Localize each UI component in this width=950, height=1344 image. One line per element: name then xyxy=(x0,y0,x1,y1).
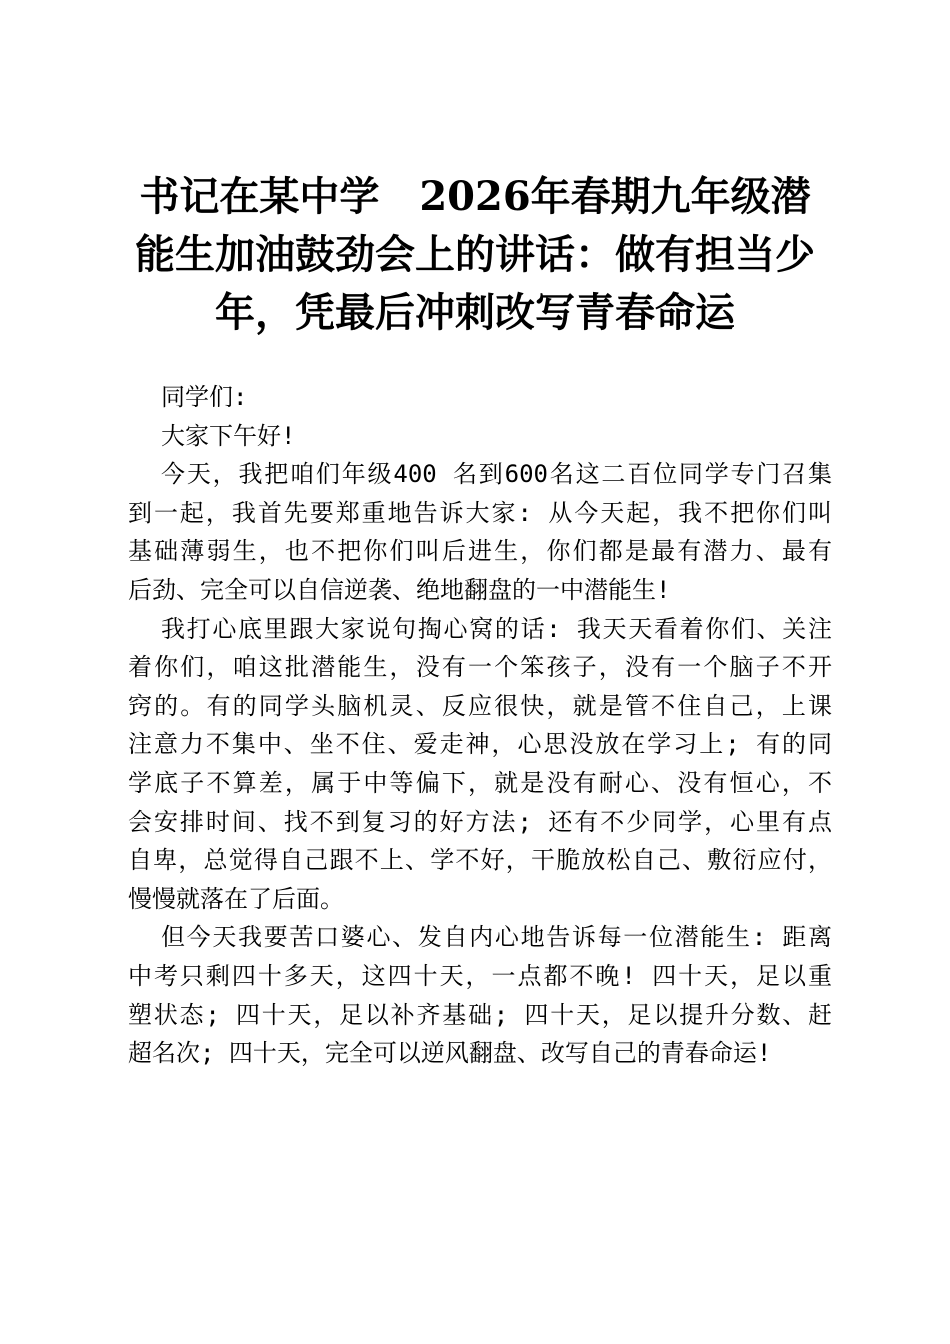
paragraph-line: 今天，我把咱们年级400 名到600名这二百位同学专门召集 xyxy=(161,460,832,489)
paragraph-line: 慢慢就落在了后面。 xyxy=(128,884,344,913)
paragraph-line: 窍的。有的同学头脑机灵、反应很快，就是管不住自己，上课 xyxy=(128,691,832,720)
paragraph-line: 超名次; 四十天，完全可以逆风翻盘、改写自己的青春命运! xyxy=(128,1039,772,1068)
paragraph-line: 但今天我要苦口婆心、发自内心地告诉每一位潜能生: 距离 xyxy=(161,923,832,952)
title-line: 年，凭最后冲刺改写青春命运 xyxy=(215,289,735,336)
paragraph-line: 会安排时间、找不到复习的好方法; 还有不少同学，心里有点 xyxy=(128,807,832,836)
paragraph-line: 学底子不算差，属于中等偏下，就是没有耐心、没有恒心，不 xyxy=(128,768,832,797)
speech-body xyxy=(128,378,832,1073)
paragraph-line: 注意力不集中、坐不住、爱走神，心思没放在学习上; 有的同 xyxy=(128,730,832,759)
paragraph-line: 中考只剩四十多天，这四十天，一点都不晚! 四十天，足以重 xyxy=(128,961,832,990)
title-line: 能生加油鼓劲会上的讲话：做有担当少 xyxy=(135,231,815,278)
greeting: 大家下午好! xyxy=(161,421,296,450)
title-line: 书记在某中学 2026年春期九年级潜 xyxy=(139,173,811,220)
paragraph-line: 塑状态; 四十天，足以补齐基础; 四十天，足以提升分数、赶 xyxy=(128,1000,832,1029)
paragraph-line: 着你们，咱这批潜能生，没有一个笨孩子，没有一个脑子不开 xyxy=(128,653,832,682)
paragraph-line: 我打心底里跟大家说句掏心窝的话: 我天天看着你们、关注 xyxy=(161,614,832,643)
paragraph-line: 到一起，我首先要郑重地告诉大家: 从今天起，我不把你们叫 xyxy=(128,498,832,527)
paragraph-line: 基础薄弱生，也不把你们叫后进生，你们都是最有潜力、最有 xyxy=(128,537,832,566)
paragraph-line: 自卑，总觉得自己跟不上、学不好，干脆放松自己、敷衍应付， xyxy=(128,846,832,875)
salutation: 同学们: xyxy=(161,383,248,411)
paragraph-line: 后劲、完全可以自信逆袭、绝地翻盘的一中潜能生! xyxy=(128,575,671,604)
document-title xyxy=(100,168,850,342)
